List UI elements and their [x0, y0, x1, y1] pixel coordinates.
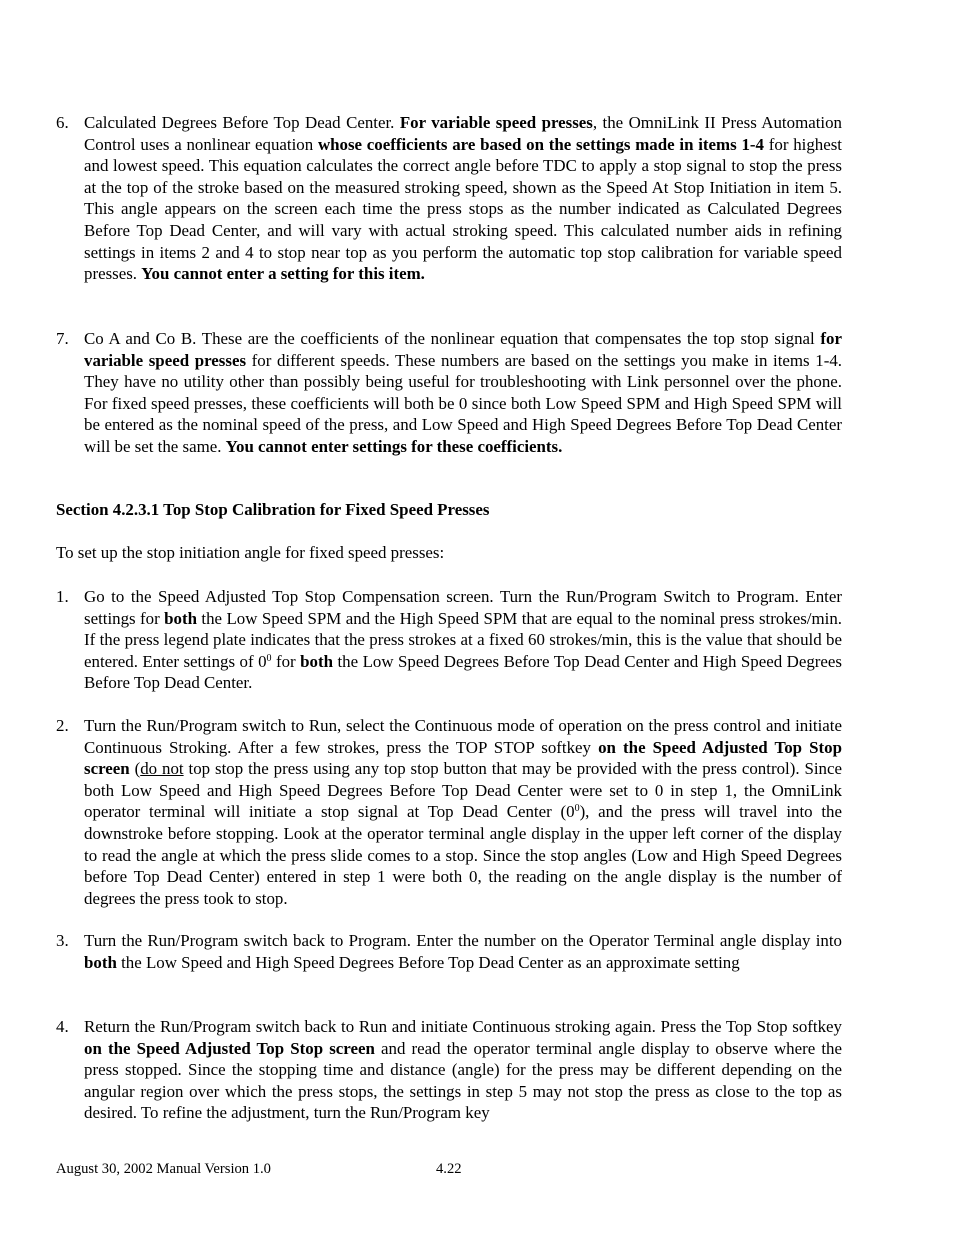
step-number: 4. [56, 1017, 69, 1036]
section-heading: Section 4.2.3.1 Top Stop Calibration for Fixed Speed Presses [56, 500, 490, 519]
list-item-7 [56, 328, 842, 458]
list-number: 6. [56, 113, 69, 132]
step-text: Go to the Speed Adjusted Top Stop Compensation screen. Turn the Run/Program Switch to Program. Enter settings for both the Low Speed SPM and the High Speed SPM that are equal to the nominal press strokes/min. If the press legend plate indicates that the press strokes at a fixed 60 strokes/min, this is the value that should be entered. Enter settings of $0^0$ for both the Low Speed Degrees Before Top Dead Center and High Speed Degrees Before Top Dead Center. [84, 587, 842, 693]
intro-text: To set up the stop initiation angle for fixed speed presses: [56, 543, 445, 562]
step-number: 1. [56, 587, 69, 606]
step-2 [56, 715, 842, 909]
step-text: Turn the Run/Program switch to Run, select the Continuous mode of operation on the press control and initiate Continuous Stroking. After a few strokes, press the TOP STOP softkey on the Speed Adjusted Top Stop screen (do not top stop the press using any top stop button that may be provided with the press control). Since both Low Speed and High Speed Degrees Before Top Dead Center were set to 0 in step 1, the OmniLink operator terminal will initiate a stop signal at Top Dead Center $(0^0)$, and the press will travel into the downstroke before stopping. Look at the operator terminal angle display in the upper left corner of the display to read the angle at which the press slide comes to a stop. Since the stop angles (Low and High Speed Degrees before Top Dead Center) entered in step 1 were both 0, the reading on the angle display is the number of degrees the press took to stop. [84, 716, 843, 908]
list-number: 7. [56, 329, 69, 348]
list-item-6 [56, 112, 842, 285]
step-text: Return the Run/Program switch back to Run and initiate Continuous stroking again. Press the Top Stop softkey on the Speed Adjusted Top Stop screen and read the operator terminal angle display to observe where the press stopped. Since the stopping time and distance (angle) for the press may be different depending on the angular region over which the press stops, the settings in step 5 may not stop the press as close to the top as desired. To refine the adjustment, turn the Run/Program key [84, 1017, 842, 1123]
step-4 [56, 1016, 842, 1124]
list-item-text: Co A and Co B. These are the coefficients of the nonlinear equation that compensates the top stop signal for variable speed presses for different speeds. These numbers are based on the settings you make in items 1-4. They have no utility other than possibly being useful for troubleshooting with Link personnel over the phone. For fixed speed presses, these coefficients will both be 0 since both Low Speed SPM and High Speed SPM will be entered as the nominal speed of the press, and Low Speed and High Speed Degrees Before Top Dead Center will be set the same. You cannot enter settings for these coefficients. [84, 329, 842, 456]
step-number: 2. [56, 716, 69, 735]
step-number: 3. [56, 931, 69, 950]
step-3 [56, 930, 842, 973]
footer-date-version: August 30, 2002 Manual Version 1.0 [56, 1161, 271, 1177]
step-text: Turn the Run/Program switch back to Program. Enter the number on the Operator Terminal angle display into both the Low Speed and High Speed Degrees Before Top Dead Center as an approximate setting [84, 931, 842, 972]
step-1 [56, 586, 842, 694]
list-item-text: Calculated Degrees Before Top Dead Center. For variable speed presses, the OmniLink II Press Automation Control uses a nonlinear equation whose coefficients are based on the settings made in items 1-4 for highest and lowest speed. This equation calculates the correct angle before TDC to apply a stop signal to stop the press at the top of the stroke based on the measured stroking speed, shown as the Speed At Stop Initiation in item 5. This angle appears on the screen each time the press stops as the number indicated as Calculated Degrees Before Top Dead Center, and will vary with actual stroking speed. This calculated number aids in refining settings in items 2 and 4 to stop near top as you perform the automatic top stop calibration for variable speed presses. You cannot enter a setting for this item. [84, 113, 842, 284]
footer-page-number: 4.22 [436, 1161, 462, 1177]
